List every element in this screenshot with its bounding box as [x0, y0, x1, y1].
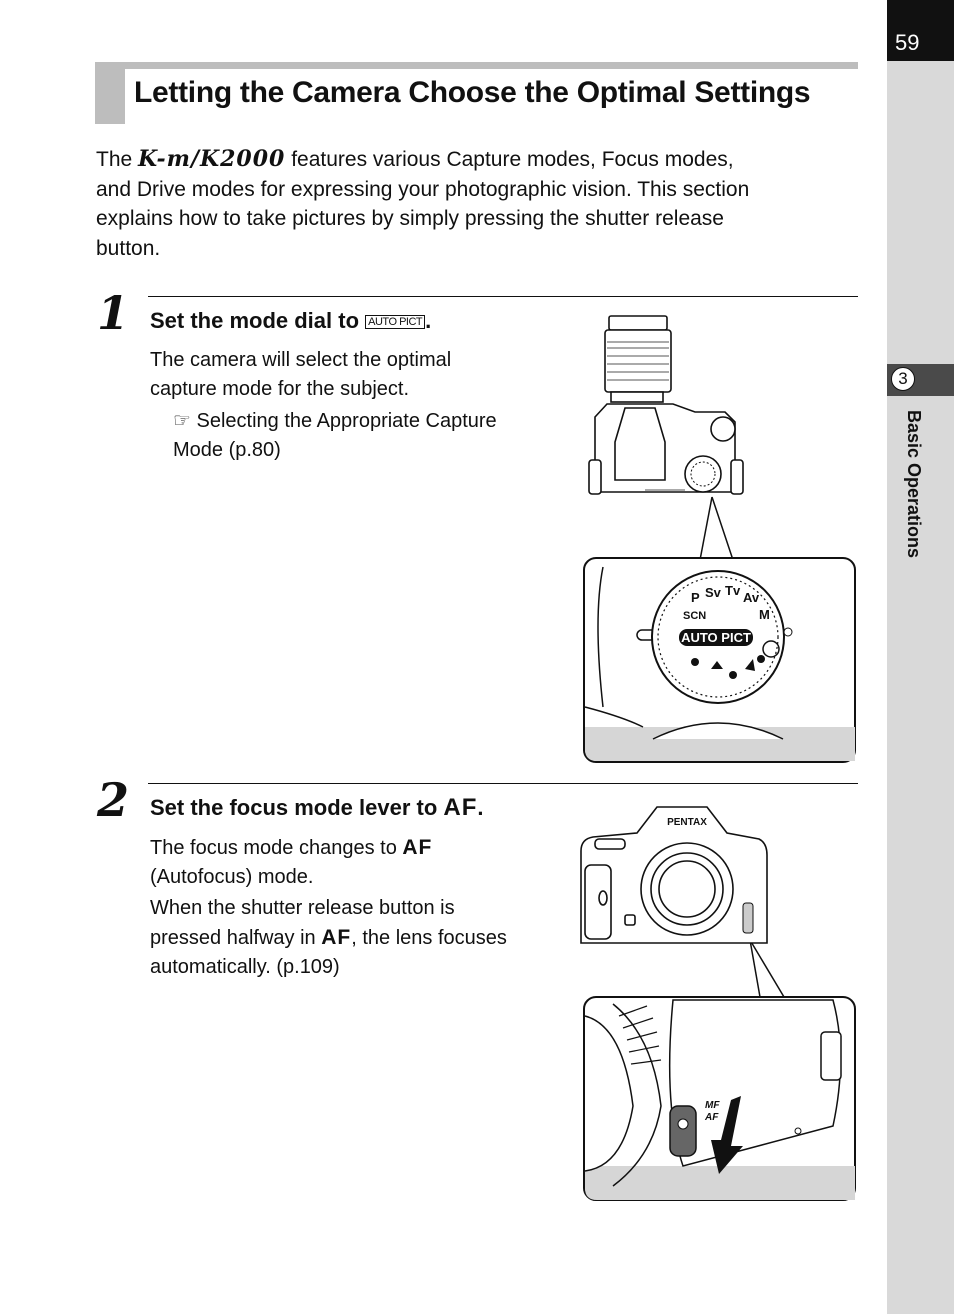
intro-line1: features various Capture modes, Focus modes,	[291, 148, 734, 171]
pentax-logo: PENTAX	[667, 817, 707, 828]
dial-mode-p: P	[691, 590, 700, 605]
step2-body1-text: The focus mode changes to	[150, 837, 397, 859]
step2-rule	[148, 783, 858, 784]
af-symbol: AF	[443, 794, 478, 821]
page-number: 59	[895, 30, 920, 55]
step1-body-line2: capture mode for the subject.	[150, 378, 410, 400]
mode-dial-closeup	[583, 557, 856, 763]
dial-mode-m: M	[759, 607, 770, 622]
step1-body-line1: The camera will select the optimal	[150, 349, 452, 371]
intro-line2: and Drive modes for expressing your photographic vision. This section	[96, 177, 750, 201]
camera-model-logo: K-m/K2000	[138, 146, 286, 172]
step2-body2	[150, 894, 507, 982]
step1-heading-text: Set the mode dial to	[150, 308, 360, 333]
step2-number: 2	[97, 773, 130, 827]
lever-af-label: AF	[705, 1112, 719, 1123]
dial-mode-tv: Tv	[725, 583, 741, 598]
camera-front-illustration	[577, 803, 769, 948]
lever-mf-label: MF	[705, 1100, 720, 1111]
step2-body2-text: pressed halfway in	[150, 927, 316, 949]
step2-body2-line1: When the shutter release button is	[150, 897, 455, 919]
af-symbol-inline-2: AF	[321, 926, 352, 949]
dial-mode-sv: Sv	[705, 585, 721, 600]
step1-ref-line2: Mode (p.80)	[173, 439, 281, 461]
section-title: Letting the Camera Choose the Optimal Settings	[134, 76, 811, 109]
focus-lever-closeup	[583, 996, 856, 1201]
step2-body1-line2: (Autofocus) mode.	[150, 866, 314, 888]
step2-body2-line3: automatically. (p.109)	[150, 956, 340, 978]
step1-number: 1	[97, 286, 130, 340]
intro-line4: button.	[96, 236, 161, 260]
chapter-label: Basic Operations	[904, 410, 924, 559]
dial-mode-scn: SCN	[683, 610, 707, 622]
dial-auto-pict-label: AUTO PICT	[681, 630, 751, 645]
step1-ref-line1: ☞ Selecting the Appropriate Capture	[173, 410, 497, 432]
auto-pict-icon: AUTO PICT	[365, 315, 425, 329]
chapter-number: 3	[891, 367, 915, 391]
step2-heading	[150, 794, 484, 822]
step2-body1	[150, 833, 432, 892]
intro-line3: explains how to take pictures by simply pressing the shutter release	[96, 207, 724, 230]
step2-heading-text: Set the focus mode lever to	[150, 795, 438, 820]
dial-mode-av: Av	[743, 590, 760, 605]
af-symbol-inline: AF	[402, 836, 433, 859]
step2-body2-suffix: , the lens focuses	[351, 927, 507, 949]
intro-prefix: The	[96, 148, 133, 171]
step1-heading-period: .	[425, 308, 432, 333]
step2-heading-period: .	[477, 795, 484, 820]
